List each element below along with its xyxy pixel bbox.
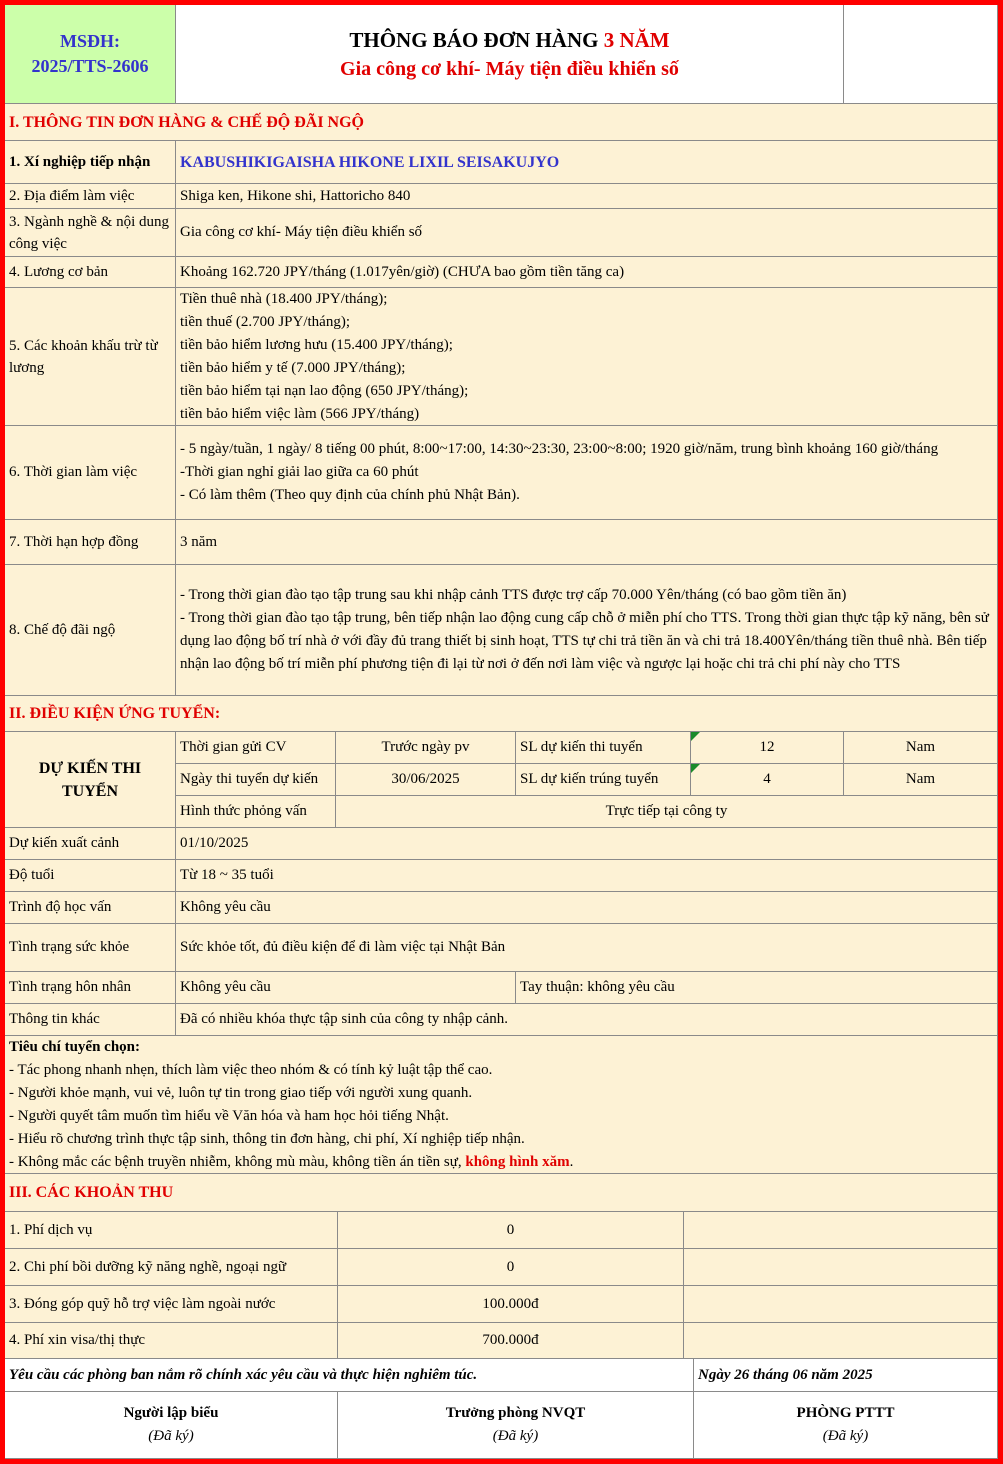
value-job: Gia công cơ khí- Máy tiện điều khiển số <box>176 209 998 257</box>
exam-plan-label: DỰ KIẾN THI TUYỂN <box>5 732 176 828</box>
value-contract-term: 3 năm <box>176 520 998 565</box>
label-departure: Dự kiến xuất cảnh <box>5 828 176 860</box>
label-other-info: Thông tin khác <box>5 1004 176 1036</box>
fee-label: 2. Chi phí bồi dưỡng kỹ năng nghề, ngoại ngữ <box>5 1249 338 1286</box>
value-company: KABUSHIKIGAISHA HIKONE LIXIL SEISAKUJYO <box>176 141 998 184</box>
signer-status: (Đã ký) <box>822 1428 869 1444</box>
value-deductions <box>176 288 998 426</box>
comment-marker-icon <box>691 764 700 773</box>
criteria-item: - Tác phong nhanh nhẹn, thích làm việc theo nhóm & có tính kỷ luật tập thể cao. <box>9 1061 493 1078</box>
header-blank-cell <box>844 5 998 104</box>
no-tattoo-highlight: không hình xăm <box>465 1153 570 1170</box>
order-code-box <box>5 5 176 104</box>
fee-blank-cell <box>684 1212 998 1249</box>
cv-deadline-value: Trước ngày pv <box>336 732 516 764</box>
value-benefits <box>176 565 998 696</box>
selection-criteria <box>5 1036 998 1174</box>
value-working-time <box>176 426 998 520</box>
label-health: Tình trạng sức khỏe <box>5 924 176 972</box>
value-age: Từ 18 ~ 35 tuổi <box>176 860 998 892</box>
fee-blank-cell <box>684 1286 998 1323</box>
exam-count-label: SL dự kiến thi tuyển <box>516 732 691 764</box>
fee-blank-cell <box>684 1323 998 1359</box>
deduction-line: Tiền thuê nhà (18.400 JPY/tháng); <box>180 290 388 307</box>
comment-marker-icon <box>691 732 700 741</box>
criteria-item: - Người quyết tâm muốn tìm hiểu về Văn hóa và ham học hỏi tiếng Nhật. <box>9 1107 449 1124</box>
benefit-line: - Trong thời gian đào tạo tập trung, bên tiếp nhận lao động cung cấp chỗ ở miễn phí cho TTS. Trong thời gian thực tập kỹ năng, bên sử dụng lao động bố trí nhà ở với đầy đủ trang thiết bị sinh hoạt, TTS tự chi trả tiền ăn và chi trả 18.400Yên/tháng tiền thuê nhà. Bên tiếp nhận lao động bố trí miễn phí phương tiện đi lại từ nơi ở đến nơi làm việc và ngược lại hoặc chi trả chi phí này cho TTS <box>180 610 989 672</box>
working-time-line: -Thời gian nghỉ giải lao giữa ca 60 phút <box>180 464 419 480</box>
pass-count-value: 4 <box>691 764 844 796</box>
exam-count-gender: Nam <box>844 732 998 764</box>
fee-value: 0 <box>338 1212 684 1249</box>
signer-preparer <box>5 1392 338 1459</box>
signer-status: (Đã ký) <box>148 1428 194 1444</box>
label-job: 3. Ngành nghề & nội dung công việc <box>5 209 176 257</box>
benefit-line: - Trong thời gian đào tạo tập trung sau khi nhập cảnh TTS được trợ cấp 70.000 Yên/tháng (có bao gồm tiền ăn) <box>180 587 847 603</box>
fee-label: 4. Phí xin visa/thị thực <box>5 1323 338 1359</box>
cv-deadline-label: Thời gian gửi CV <box>176 732 336 764</box>
exam-date-label: Ngày thi tuyển dự kiến <box>176 764 336 796</box>
value-health: Sức khỏe tốt, đủ điều kiện để đi làm việc tại Nhật Bản <box>176 924 998 972</box>
page-subtitle: Gia công cơ khí- Máy tiện điều khiển số <box>340 58 679 80</box>
signer-status: (Đã ký) <box>492 1428 539 1444</box>
deduction-line: tiền bảo hiểm lương hưu (15.400 JPY/tháng); <box>180 336 453 353</box>
label-deductions: 5. Các khoản khấu trừ từ lương <box>5 288 176 426</box>
footer-note: Yêu cầu các phòng ban nắm rõ chính xác yêu cầu và thực hiện nghiêm túc. <box>5 1359 694 1392</box>
criteria-title: Tiêu chí tuyển chọn: <box>9 1038 140 1055</box>
fee-value: 100.000đ <box>338 1286 684 1323</box>
label-education: Trình độ học vấn <box>5 892 176 924</box>
label-location: 2. Địa điểm làm việc <box>5 184 176 209</box>
fee-blank-cell <box>684 1249 998 1286</box>
fee-label: 3. Đóng góp quỹ hỗ trợ việc làm ngoài nước <box>5 1286 338 1323</box>
label-benefits: 8. Chế độ đãi ngộ <box>5 565 176 696</box>
signer-nvqt-head <box>338 1392 694 1459</box>
fee-value: 700.000đ <box>338 1323 684 1359</box>
section-2-title: II. ĐIỀU KIỆN ỨNG TUYỂN: <box>5 696 998 732</box>
value-handedness: Tay thuận: không yêu cầu <box>516 972 998 1004</box>
label-company: 1. Xí nghiệp tiếp nhận <box>5 141 176 184</box>
order-code: 2025/TTS-2606 <box>31 56 149 76</box>
criteria-item: - Hiểu rõ chương trình thực tập sinh, thông tin đơn hàng, chi phí, Xí nghiệp tiếp nhận. <box>9 1130 525 1147</box>
label-marital: Tình trạng hôn nhân <box>5 972 176 1004</box>
working-time-line: - 5 ngày/tuần, 1 ngày/ 8 tiếng 00 phút, 8:00~17:00, 14:30~23:30, 23:00~8:00; 1920 giờ/năm, trung bình khoảng 160 giờ/tháng <box>180 441 939 457</box>
criteria-item: - Người khỏe mạnh, vui vẻ, luôn tự tin trong giao tiếp với người xung quanh. <box>9 1084 473 1101</box>
pass-count-gender: Nam <box>844 764 998 796</box>
deduction-line: tiền bảo hiểm tại nạn lao động (650 JPY/tháng); <box>180 382 469 399</box>
label-salary: 4. Lương cơ bản <box>5 257 176 288</box>
exam-count-value: 12 <box>691 732 844 764</box>
deduction-line: tiền thuế (2.700 JPY/tháng); <box>180 313 350 330</box>
section-3-title: III. CÁC KHOẢN THU <box>5 1174 998 1212</box>
label-working-time: 6. Thời gian làm việc <box>5 426 176 520</box>
working-time-line: - Có làm thêm (Theo quy định của chính phủ Nhật Bản). <box>180 487 520 503</box>
exam-date-value: 30/06/2025 <box>336 764 516 796</box>
signer-pttt-dept <box>694 1392 998 1459</box>
signer-title: PHÒNG PTTT <box>796 1405 895 1421</box>
fee-label: 1. Phí dịch vụ <box>5 1212 338 1249</box>
deduction-line: tiền bảo hiểm y tế (7.000 JPY/tháng); <box>180 359 406 376</box>
value-other-info: Đã có nhiều khóa thực tập sinh của công ty nhập cảnh. <box>176 1004 998 1036</box>
value-location: Shiga ken, Hikone shi, Hattoricho 840 <box>176 184 998 209</box>
footer-date: Ngày 26 tháng 06 năm 2025 <box>694 1359 998 1392</box>
pass-count-label: SL dự kiến trúng tuyển <box>516 764 691 796</box>
title-box <box>176 5 844 104</box>
value-education: Không yêu cầu <box>176 892 998 924</box>
order-code-label: MSĐH: <box>60 31 120 51</box>
fee-value: 0 <box>338 1249 684 1286</box>
label-contract-term: 7. Thời hạn hợp đồng <box>5 520 176 565</box>
value-departure: 01/10/2025 <box>176 828 998 860</box>
interview-format-value: Trực tiếp tại công ty <box>336 796 998 828</box>
value-salary: Khoảng 162.720 JPY/tháng (1.017yên/giờ) (CHƯA bao gồm tiền tăng ca) <box>176 257 998 288</box>
criteria-item: - Không mắc các bệnh truyền nhiễm, không mù màu, không tiền án tiền sự, không hình xăm. <box>9 1153 574 1170</box>
value-marital: Không yêu cầu <box>176 972 516 1004</box>
page-title: THÔNG BÁO ĐƠN HÀNG 3 NĂM <box>349 28 670 52</box>
section-1-title: I. THÔNG TIN ĐƠN HÀNG & CHẾ ĐỘ ĐÃI NGỘ <box>5 104 998 141</box>
label-age: Độ tuổi <box>5 860 176 892</box>
deduction-line: tiền bảo hiểm việc làm (566 JPY/tháng) <box>180 405 420 422</box>
signer-title: Người lập biểu <box>123 1405 219 1421</box>
interview-format-label: Hình thức phỏng vấn <box>176 796 336 828</box>
signer-title: Trưởng phòng NVQT <box>445 1405 586 1421</box>
